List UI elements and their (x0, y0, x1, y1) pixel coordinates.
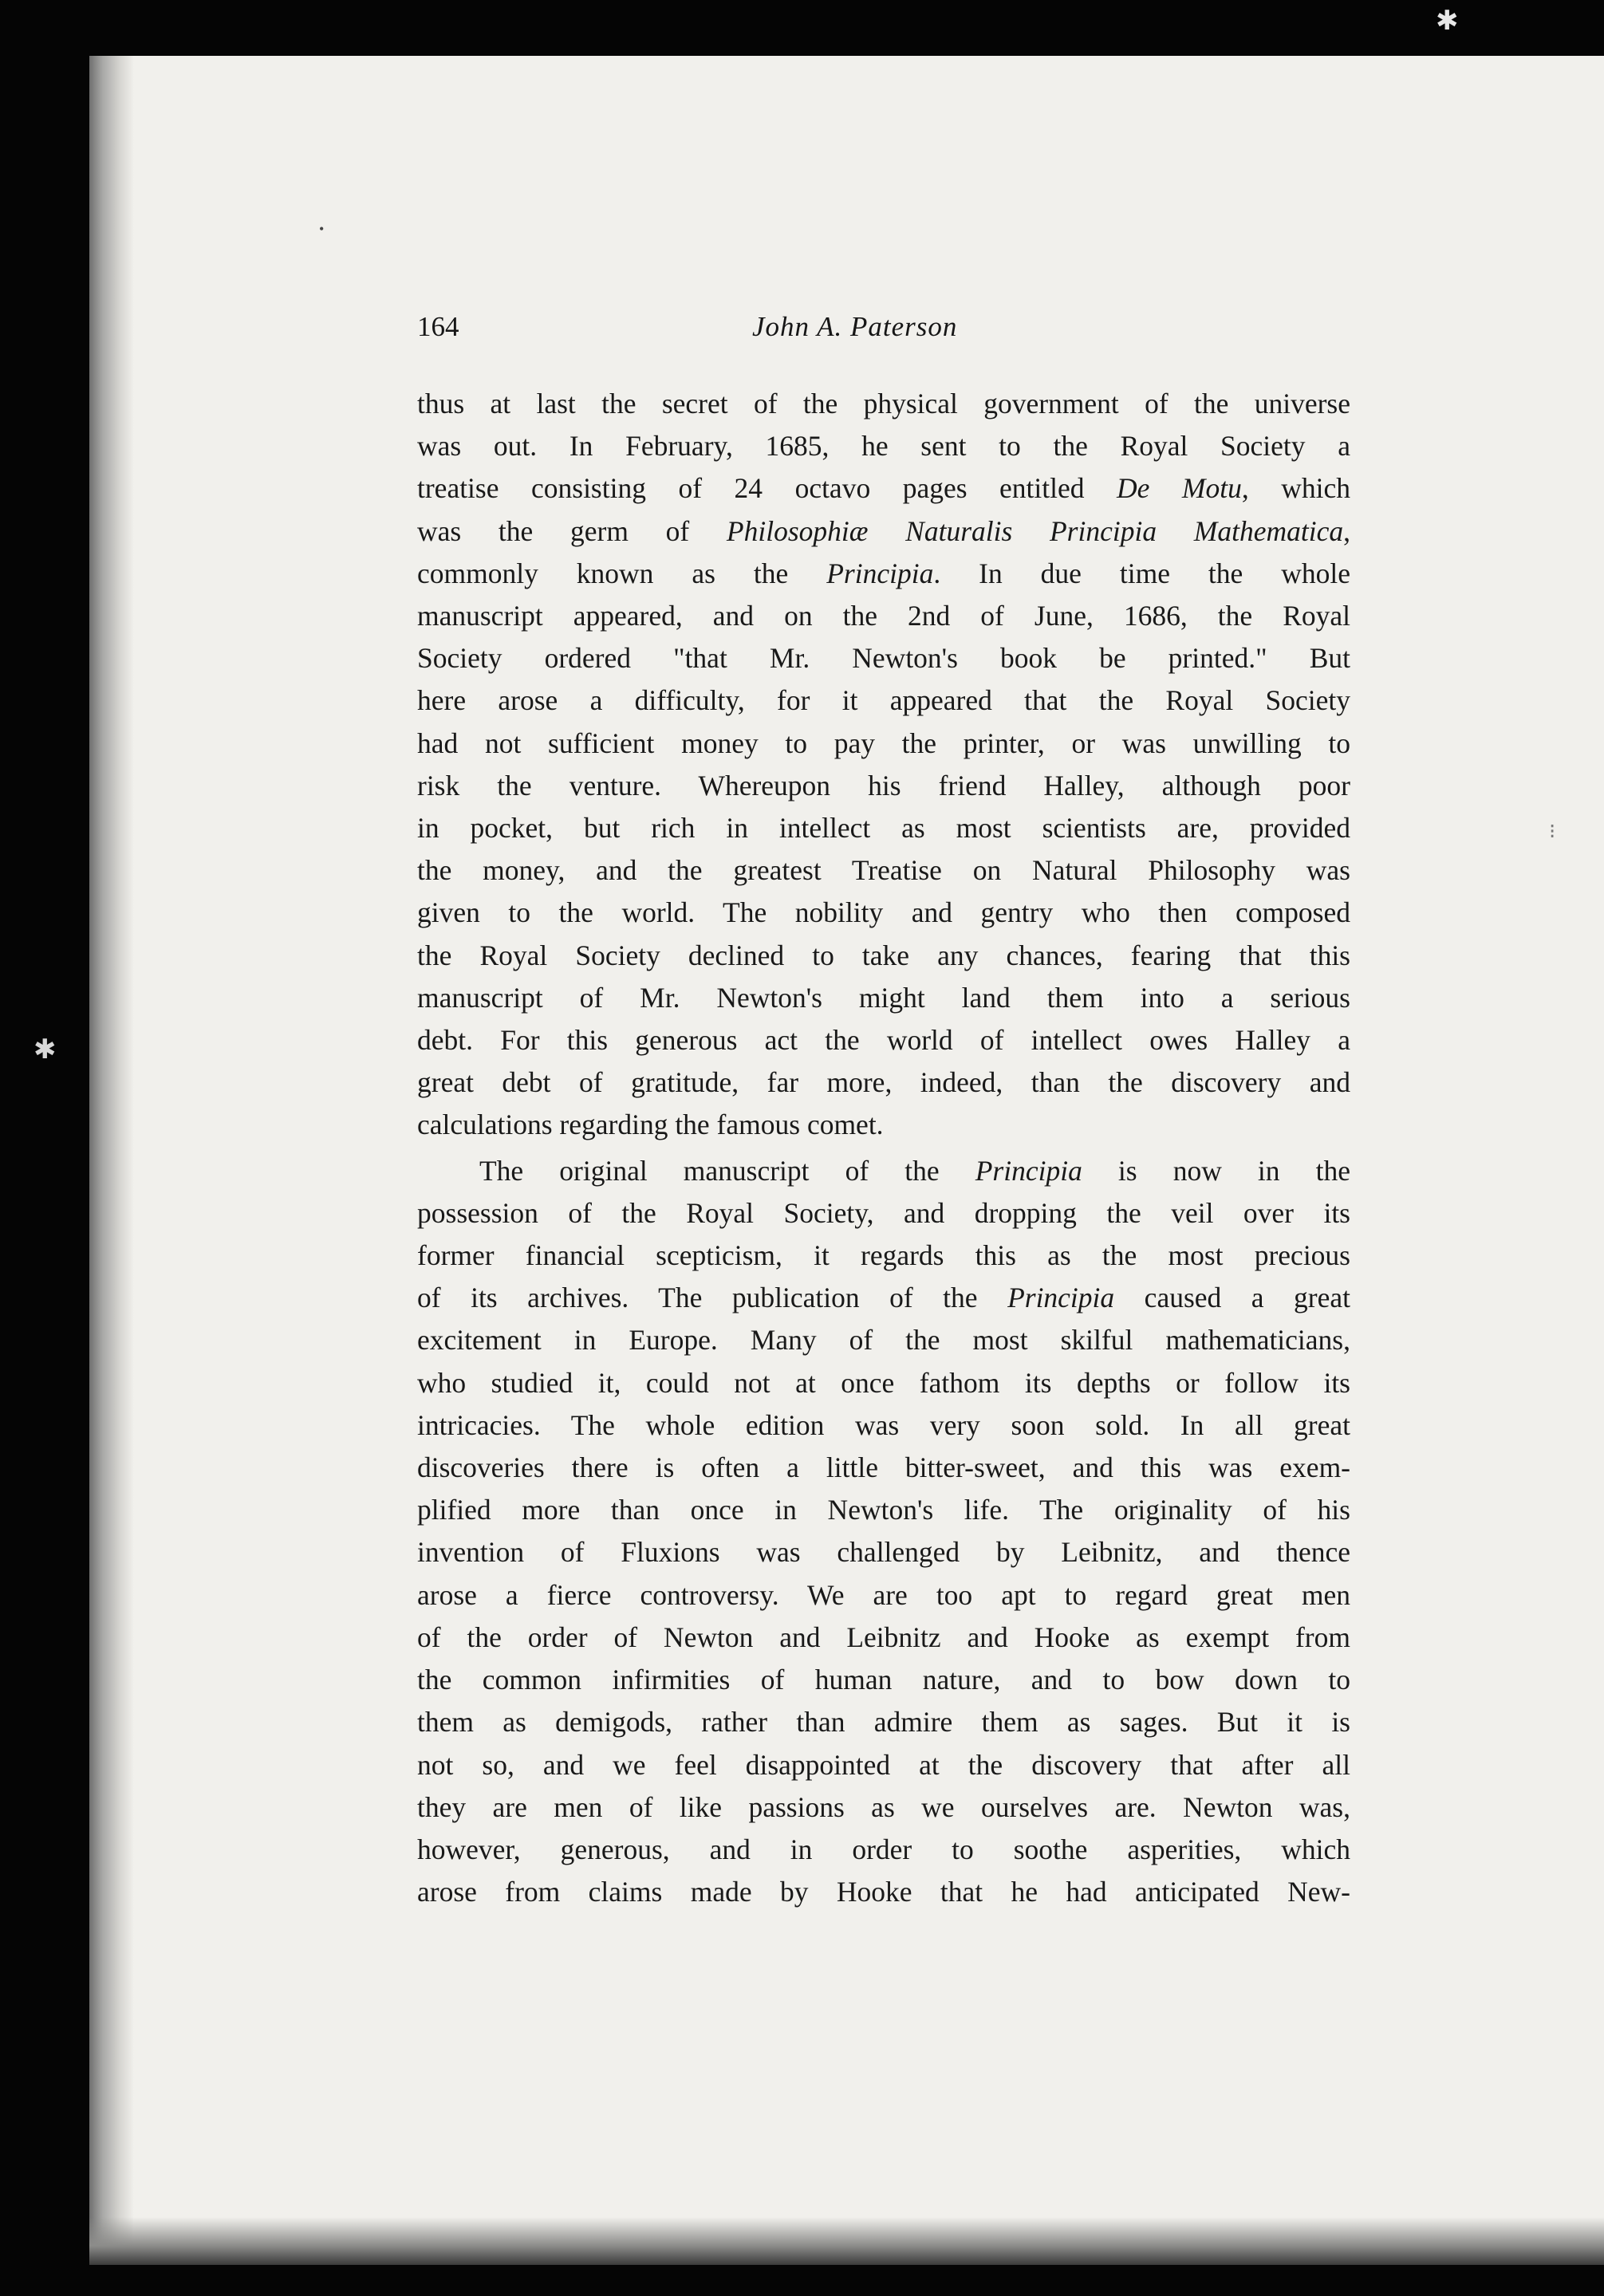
text-line: them as demigods, rather than admire them as sages. But it is (417, 1706, 1350, 1739)
text-line: great debt of gratitude, far more, indeed, than the discovery and (417, 1066, 1350, 1099)
text-line: given to the world. The nobility and gentry who then composed (417, 896, 1350, 929)
text-line: plified more than once in Newton's life. The originality of his (417, 1494, 1350, 1526)
margin-dot-icon: • (319, 221, 325, 237)
text-line: possession of the Royal Society, and dropping the veil over its (417, 1196, 1350, 1229)
text-line: they are men of like passions as we ourselves are. Newton was, (417, 1790, 1350, 1823)
text-line: Society ordered "that Mr. Newton's book be printed." But (417, 642, 1350, 675)
text-line: debt. For this generous act the world of intellect owes Halley a (417, 1024, 1350, 1057)
text-line: in pocket, but rich in intellect as most scientists are, provided (417, 812, 1350, 845)
text-line: invention of Fluxions was challenged by Leibnitz, and thence (417, 1536, 1350, 1569)
paragraph-2 (417, 1150, 1350, 1914)
text-line: excitement in Europe. Many of the most skilful mathematicians, (417, 1324, 1350, 1357)
text-line: manuscript of Mr. Newton's might land them into a serious (417, 981, 1350, 1014)
page-header (417, 311, 1350, 352)
text-line: the Royal Society declined to take any chances, fearing that this (417, 939, 1350, 971)
text-line: however, generous, and in order to soothe asperities, which (417, 1833, 1350, 1865)
text-line: risk the venture. Whereupon his friend Halley, although poor (417, 769, 1350, 801)
text-line: treatise consisting of 24 octavo pages entitled De Motu, which (417, 472, 1350, 505)
text-line: who studied it, could not at once fathom its depths or follow its (417, 1366, 1350, 1399)
text-line: thus at last the secret of the physical government of the universe (417, 388, 1350, 419)
text-line: The original manuscript of the Principia is now in the (479, 1154, 1350, 1187)
margin-mark-icon: ✱ (33, 1035, 57, 1065)
margin-mark-icon: ⁝ (1549, 820, 1556, 843)
running-head: John A. Paterson (752, 311, 958, 342)
body-text (417, 383, 1350, 1913)
paragraph-1 (417, 383, 1350, 1147)
text-line: of its archives. The publication of the Principia caused a great (417, 1282, 1350, 1314)
text-line: the common infirmities of human nature, and to bow down to (417, 1664, 1350, 1696)
text-line: was out. In February, 1685, he sent to the Royal Society a (417, 430, 1350, 463)
text-line: intricacies. The whole edition was very soon sold. In all great (417, 1408, 1350, 1441)
text-line: manuscript appeared, and on the 2nd of June, 1686, the Royal (417, 600, 1350, 632)
page-number: 164 (417, 311, 459, 342)
text-line: discoveries there is often a little bitter-sweet, and this was exem- (417, 1451, 1350, 1484)
text-line: arose from claims made by Hooke that he had anticipated New- (417, 1876, 1350, 1908)
text-line: calculations regarding the famous comet. (417, 1109, 884, 1141)
margin-mark-icon: ✱ (1436, 6, 1459, 36)
text-line: was the germ of Philosophiæ Naturalis Principia Mathematica, (417, 514, 1350, 547)
text-line: here arose a difficulty, for it appeared that the Royal Society (417, 684, 1350, 717)
text-line: not so, and we feel disappointed at the discovery that after all (417, 1748, 1350, 1781)
text-line: commonly known as the Principia. In due time the whole (417, 557, 1350, 589)
text-line: former financial scepticism, it regards this as the most precious (417, 1239, 1350, 1272)
text-line: had not sufficient money to pay the printer, or was unwilling to (417, 727, 1350, 759)
text-line: the money, and the greatest Treatise on Natural Philosophy was (417, 854, 1350, 887)
text-line: of the order of Newton and Leibnitz and Hooke as exempt from (417, 1621, 1350, 1653)
text-line: arose a fierce controversy. We are too apt to regard great men (417, 1578, 1350, 1611)
